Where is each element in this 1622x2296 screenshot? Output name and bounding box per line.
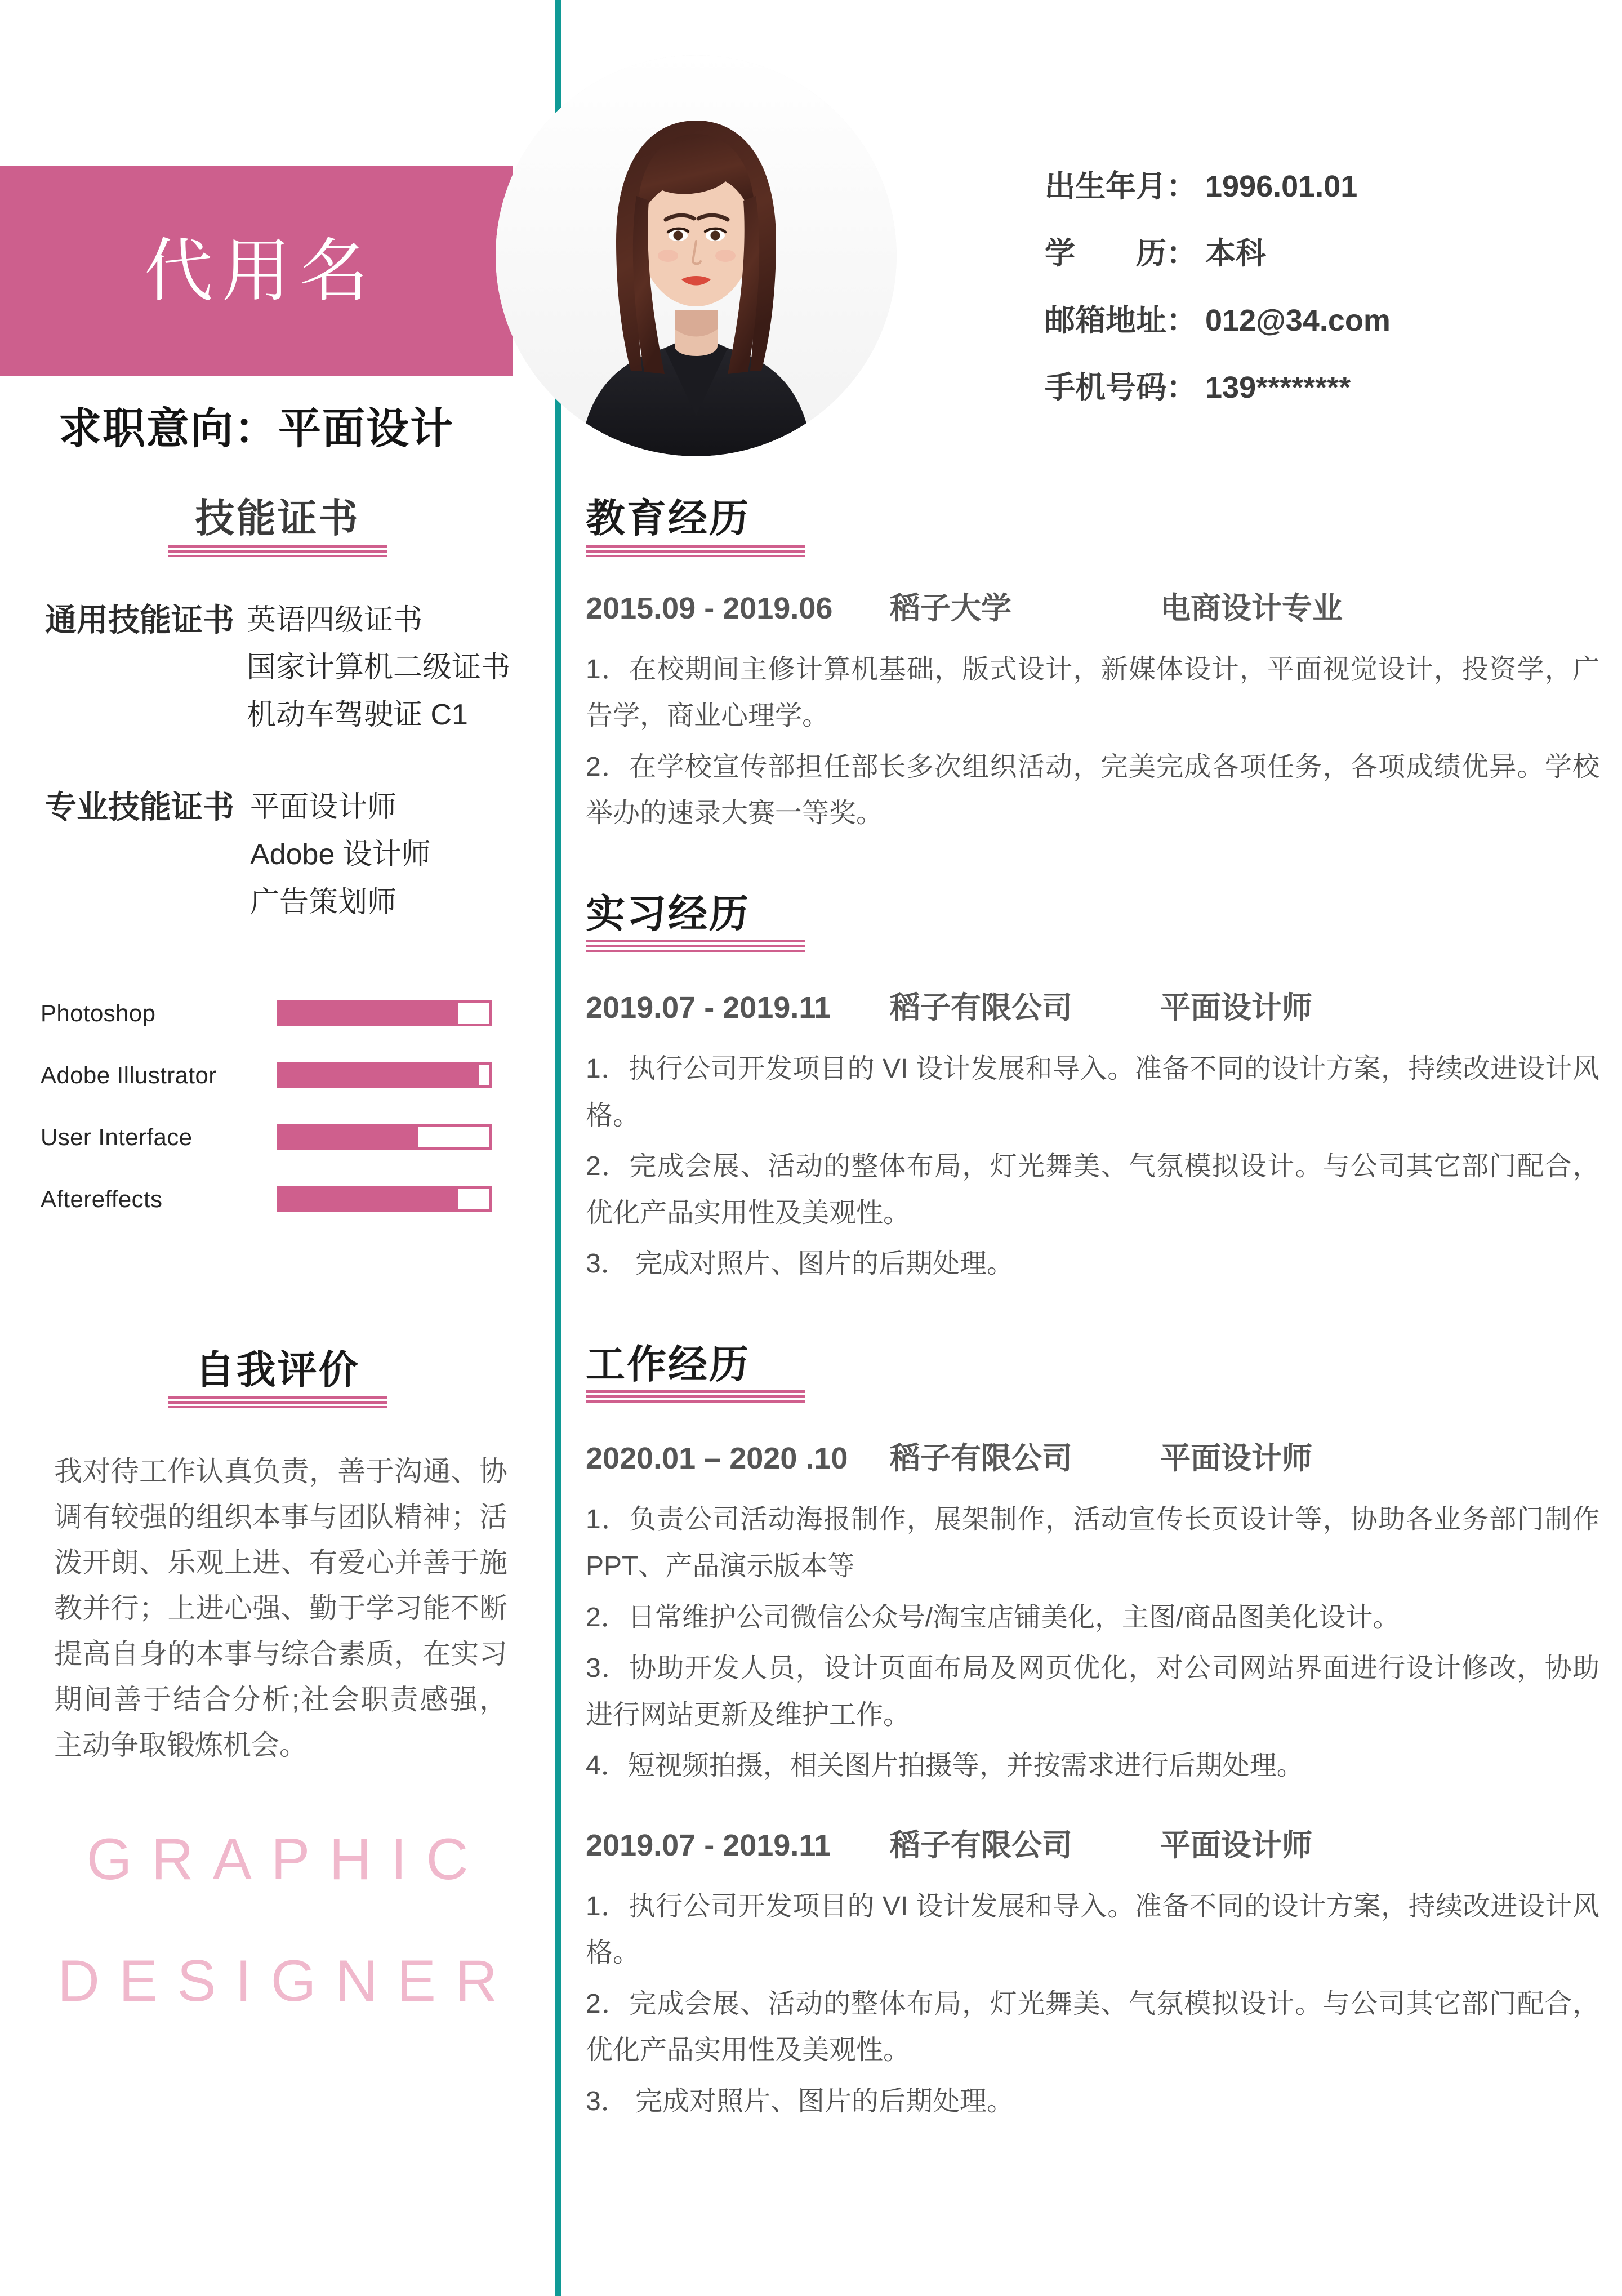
- birth-value: 1996.01.01: [1205, 170, 1358, 203]
- job-objective: 求职意向：平面设计: [59, 405, 454, 453]
- skill-track: [277, 1186, 492, 1212]
- education-value: 本科: [1205, 237, 1266, 270]
- work-section: [586, 1342, 1599, 2125]
- skill-row-aftereffects: [41, 1168, 555, 1230]
- skill-row-user-interface: [41, 1106, 555, 1168]
- work-meta-2: [586, 1821, 1599, 1865]
- skill-bars: [0, 982, 555, 1230]
- education-body: [586, 647, 1599, 837]
- self-evaluation-section: [0, 1347, 555, 1769]
- list-item: 3． 完成对照片、图片的后期处理。: [586, 2086, 1014, 2116]
- list-item: 广告策划师: [250, 886, 397, 919]
- list-item: 2．完成会展、活动的整体布局，灯光舞美、气氛模拟设计。与公司其它部门配合，优化产品实用性及美观性。: [586, 1151, 1599, 1228]
- list-item: 4．短视频拍摄，相关图片拍摄等，并按需求进行后期处理。: [586, 1751, 1304, 1781]
- list-item: 国家计算机二级证书: [247, 651, 511, 684]
- skill-fill: [280, 1189, 458, 1209]
- skill-label: Adobe Illustrator: [41, 1061, 217, 1088]
- contact-row-email: [1045, 296, 1391, 340]
- certificate-group-general: [0, 597, 555, 739]
- list-item: 1．在校期间主修计算机基础，版式设计，新媒体设计，平面视觉设计，投资学，广告学，商业心理学。: [586, 654, 1599, 731]
- watermark-line-designer: DESIGNER: [57, 1948, 517, 2014]
- list-item: 1．负责公司活动海报制作，展架制作，活动宣传长页设计等，协助各业务部门制作 PPT、产品演示版本等: [586, 1505, 1599, 1581]
- self-evaluation-text: 我对待工作认真负责，善于沟通、协调有较强的组织本事与团队精神；活泼开朗、乐观上进、有爱心并善于施教并行；上进心强、勤于学习能不断提高自身的本事与综合素质，在实习期间善于结合分析;社会职责感强，主动争取锻炼机会。: [54, 1456, 507, 1761]
- education-label: 学 历：: [1045, 237, 1197, 270]
- certificates-heading: [0, 496, 555, 557]
- list-item: 2．日常维护公司微信公众号/淘宝店铺美化，主图/商品图美化设计。: [586, 1602, 1400, 1632]
- list-item: 1．执行公司开发项目的 VI 设计发展和导入。准备不同的设计方案，持续改进设计风格。: [586, 1891, 1599, 1968]
- contact-row-birth: [1045, 162, 1391, 206]
- skill-track: [277, 1124, 492, 1150]
- watermark-line-graphic: GRAPHIC: [86, 1827, 488, 1893]
- candidate-name: 代用名: [144, 233, 377, 309]
- self-evaluation-title: 自我评价: [195, 1347, 360, 1392]
- list-item: 英语四级证书: [247, 603, 423, 637]
- list-item: 机动车驾驶证 C1: [247, 698, 468, 731]
- certificates-title: 技能证书: [195, 496, 360, 540]
- phone-value: 139********: [1205, 371, 1351, 404]
- general-cert-items: [247, 597, 510, 739]
- internship-date: 2019.07 - 2019.11: [586, 991, 831, 1025]
- work-org-2: 稻子有限公司: [890, 1828, 1072, 1862]
- work-role-2: 平面设计师: [1160, 1828, 1312, 1862]
- internship-section: [586, 891, 1599, 1288]
- education-date: 2015.09 - 2019.06: [586, 591, 833, 625]
- skill-track: [277, 1062, 492, 1088]
- contact-row-education: [1045, 229, 1391, 273]
- work-heading: [586, 1342, 1599, 1403]
- professional-cert-items: [250, 784, 431, 926]
- work-underline: [586, 1390, 805, 1403]
- skill-label: Aftereffects: [41, 1185, 163, 1212]
- email-label: 邮箱地址：: [1045, 304, 1197, 337]
- skill-track: [277, 1000, 492, 1026]
- work-date-2: 2019.07 - 2019.11: [586, 1828, 831, 1862]
- certificates-underline: [168, 545, 387, 557]
- self-evaluation-heading: [0, 1347, 555, 1409]
- list-item: 2．完成会展、活动的整体布局，灯光舞美、气氛模拟设计。与公司其它部门配合，优化产品实用性及美观性。: [586, 1988, 1599, 2066]
- portrait-photo: [496, 55, 897, 456]
- list-item: 1．执行公司开发项目的 VI 设计发展和导入。准备不同的设计方案，持续改进设计风格。: [586, 1054, 1599, 1131]
- internship-underline: [586, 940, 805, 952]
- work-body-2: [586, 1884, 1599, 2125]
- internship-heading: [586, 891, 1599, 953]
- skill-label: User Interface: [41, 1123, 193, 1150]
- work-title: 工作经历: [586, 1342, 750, 1386]
- list-item: 3． 完成对照片、图片的后期处理。: [586, 1249, 1014, 1279]
- left-column: [0, 496, 555, 2014]
- general-cert-label: 通用技能证书: [45, 602, 234, 638]
- internship-org: 稻子有限公司: [890, 991, 1072, 1025]
- work-org-1: 稻子有限公司: [890, 1441, 1072, 1476]
- education-heading: [586, 496, 1599, 557]
- education-title: 教育经历: [586, 496, 750, 540]
- list-item: 2．在学校宣传部担任部长多次组织活动，完美完成各项任务，各项成绩优异。学校举办的速录大赛一等奖。: [586, 751, 1599, 829]
- internship-body: [586, 1046, 1599, 1288]
- internship-title: 实习经历: [586, 891, 750, 936]
- skill-fill: [280, 1003, 458, 1024]
- phone-label: 手机号码：: [1045, 371, 1197, 404]
- skill-row-illustrator: [41, 1044, 555, 1106]
- email-value: 012@34.com: [1205, 304, 1391, 337]
- list-item: 平面设计师: [250, 791, 397, 824]
- skill-fill: [280, 1065, 479, 1085]
- name-banner: [0, 166, 513, 376]
- education-meta: [586, 584, 1599, 628]
- work-role-1: 平面设计师: [1160, 1441, 1312, 1476]
- skill-label: Photoshop: [41, 999, 156, 1026]
- watermark: [0, 1827, 555, 2014]
- professional-cert-label: 专业技能证书: [45, 789, 234, 825]
- education-major: 电商设计专业: [1160, 591, 1343, 625]
- right-column: [586, 496, 1599, 2125]
- education-underline: [586, 545, 805, 557]
- contact-info: [1045, 162, 1391, 430]
- internship-role: 平面设计师: [1160, 991, 1312, 1025]
- certificate-group-professional: [0, 784, 555, 926]
- birth-label: 出生年月：: [1045, 170, 1197, 203]
- education-section: [586, 496, 1599, 837]
- work-body-1: [586, 1497, 1599, 1789]
- self-evaluation-underline: [168, 1396, 387, 1408]
- education-org: 稻子大学: [890, 591, 1011, 625]
- contact-row-phone: [1045, 363, 1391, 407]
- internship-meta: [586, 984, 1599, 1027]
- skill-fill: [280, 1127, 418, 1147]
- list-item: 3．协助开发人员，设计页面布局及网页优化，对公司网站界面进行设计修改，协助进行网站更新及维护工作。: [586, 1653, 1599, 1730]
- list-item: Adobe 设计师: [250, 838, 431, 871]
- skill-row-photoshop: [41, 982, 555, 1044]
- work-meta-1: [586, 1434, 1599, 1478]
- work-date-1: 2020.01 – 2020 .10: [586, 1441, 848, 1476]
